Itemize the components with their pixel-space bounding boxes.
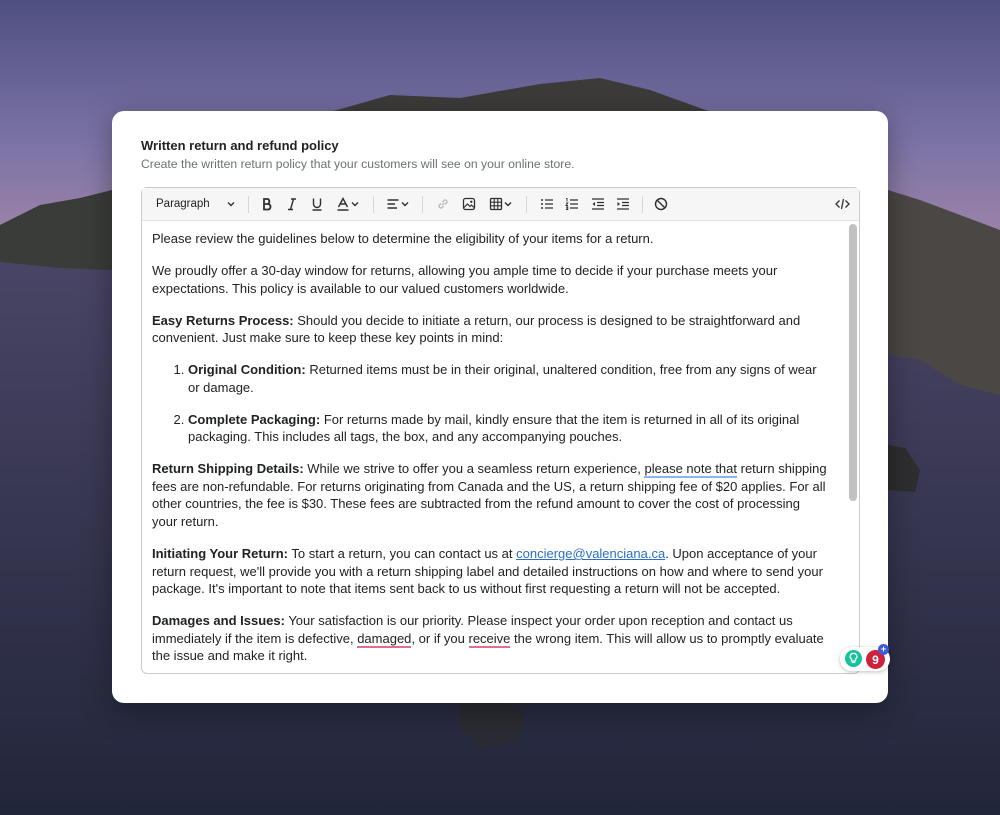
paragraph (152, 312, 827, 347)
text: Please review the guidelines below to determine the eligibility of your items for a return. (152, 231, 654, 246)
bold-heading: Return Shipping Details: (152, 461, 304, 477)
italic-button[interactable] (281, 192, 303, 216)
grammar-suggestion[interactable]: please note that (644, 461, 738, 477)
list-item (188, 411, 827, 446)
link-button[interactable] (432, 192, 454, 216)
numbered-list (152, 361, 827, 446)
text: While we strive to offer you a seamless return experience, (303, 461, 645, 477)
code-view-button[interactable] (830, 192, 854, 216)
text: To start a return, you can contact us at (288, 546, 517, 562)
paragraph-format-label: Paragraph (156, 198, 210, 210)
align-button[interactable] (382, 192, 414, 216)
numbered-list-icon (565, 197, 579, 211)
outdent-icon (591, 197, 605, 211)
bold-heading: Original Condition: (188, 362, 306, 378)
text: We proudly offer a 30-day window for returns, allowing you ample time to decide if your purchase meets your expectations. This policy is available to our valued customers worldwide. (152, 262, 778, 296)
paragraph (152, 612, 827, 665)
bold-heading: Easy Returns Process: (152, 312, 294, 328)
grammarly-plus-icon: + (878, 644, 889, 655)
image-icon (462, 197, 476, 211)
paragraph (152, 545, 827, 598)
list-item (188, 361, 827, 396)
text: Your satisfaction is our priority. Please inspect your order upon reception and contact us immediately if the item is defective, (152, 613, 793, 646)
outdent-button[interactable] (587, 192, 609, 216)
scrollbar-thumb[interactable] (849, 224, 857, 501)
text-color-button[interactable] (332, 192, 364, 216)
paragraph-format-select[interactable] (150, 192, 238, 216)
text: , or if you (411, 630, 469, 646)
grammarly-widget[interactable] (840, 644, 890, 671)
rich-text-editor (141, 187, 887, 674)
paragraph (152, 262, 827, 297)
spelling-error[interactable]: damaged (357, 630, 412, 646)
toolbar-divider (422, 196, 423, 213)
underline-button[interactable] (306, 192, 328, 216)
text: For returns made by mail, kindly ensure that the item is returned in all of its original packaging. This includes all tags, the box, and any accompanying pouches. (188, 411, 800, 445)
clear-format-icon (654, 197, 668, 211)
chevron-down-icon (350, 199, 360, 209)
code-view-icon (835, 197, 850, 211)
card-subtitle: Create the written return policy that your customers will see on your online store. (141, 157, 575, 171)
paragraph (152, 460, 827, 530)
chevron-down-icon (503, 199, 513, 209)
table-button[interactable] (485, 192, 517, 216)
grammarly-bulb-icon[interactable] (845, 650, 862, 667)
bullet-list-button[interactable] (536, 192, 558, 216)
text: return shipping fees are non-refundable. For returns originating from Canada and the US, a return shipping fee of $20 applies. For all other countries, the fee is $30. These fees are subtracted from the refund amount to cover the cost of processing your return. (152, 461, 827, 530)
toolbar-divider (526, 196, 527, 213)
text: Returned items must be in their original, unaltered condition, free from any signs of wear or damage. (188, 362, 817, 395)
italic-icon (285, 197, 299, 211)
clear-format-button[interactable] (650, 192, 672, 216)
indent-icon (616, 197, 630, 211)
text: the wrong item. This will allow us to promptly evaluate the issue and make it right. (152, 630, 824, 664)
image-button[interactable] (458, 192, 480, 216)
indent-button[interactable] (612, 192, 634, 216)
editor-content[interactable] (142, 221, 845, 673)
chevron-down-icon (400, 199, 410, 209)
numbered-list-button[interactable] (561, 192, 583, 216)
paragraph (152, 230, 827, 248)
bold-heading: Damages and Issues: (152, 613, 285, 629)
bold-heading: Complete Packaging: (188, 411, 321, 427)
align-icon (386, 197, 400, 211)
policy-card (112, 111, 888, 703)
bold-button[interactable] (256, 192, 278, 216)
text: . Upon acceptance of your return request, we'll provide you with a return shipping label and detailed instructions on how and where to send your package. It's important to note that items sent back to us without first requesting a return will not be accepted. (152, 546, 823, 597)
text: Should you decide to initiate a return, our process is designed to be straightforward and convenient. Just make sure to keep these key points in mind: (152, 312, 801, 346)
bold-icon (260, 197, 274, 211)
toolbar-divider (642, 196, 643, 213)
text-color-icon (336, 197, 350, 211)
table-icon (489, 197, 503, 211)
card-title: Written return and refund policy (141, 138, 339, 153)
editor-toolbar (142, 188, 859, 221)
link-icon (436, 197, 450, 211)
email-link[interactable]: concierge@valenciana.ca (516, 546, 666, 562)
spelling-error[interactable]: receive (468, 630, 511, 646)
underline-icon (310, 197, 324, 211)
bold-heading: Initiating Your Return: (152, 546, 289, 562)
toolbar-divider (248, 196, 249, 213)
toolbar-divider (373, 196, 374, 213)
grammarly-issue-count[interactable]: 9 (866, 650, 885, 669)
bullet-list-icon (540, 197, 554, 211)
chevron-down-icon (226, 199, 236, 209)
